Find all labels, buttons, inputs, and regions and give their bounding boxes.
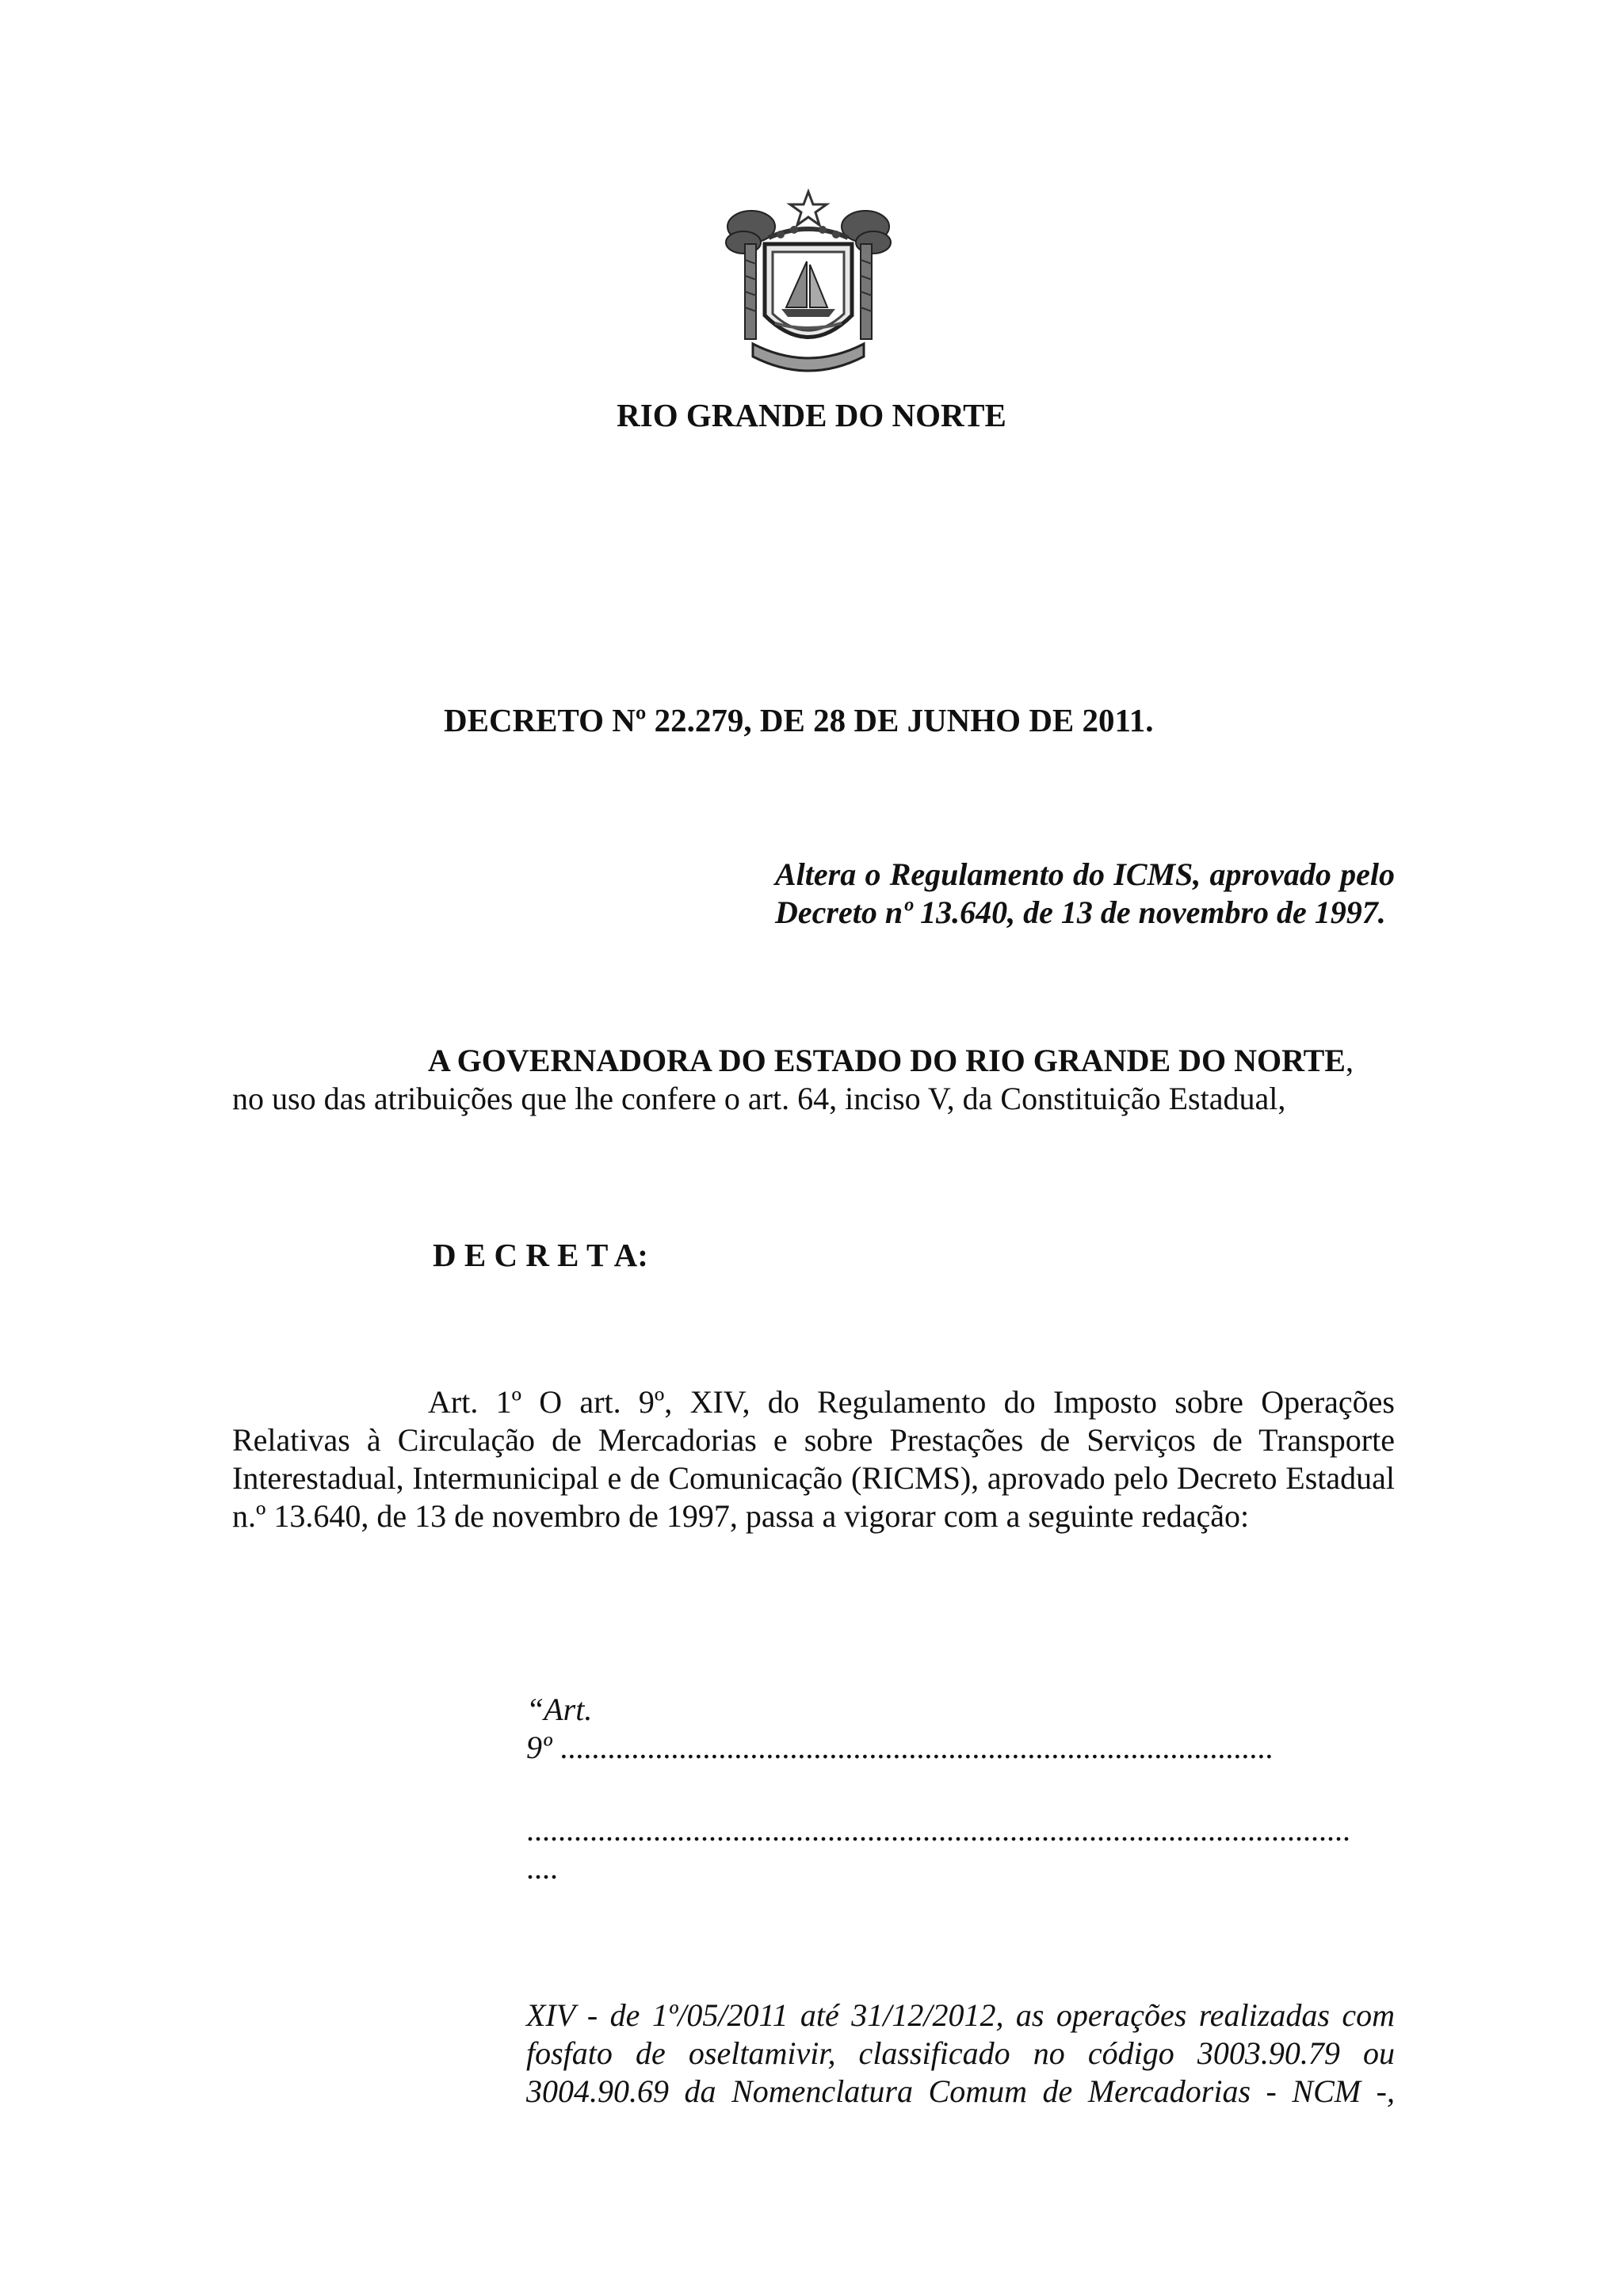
authority-clause: no uso das atribuições que lhe confere o art. 64, inciso V, da Constituição Estadual, [232, 1081, 1286, 1116]
state-name-heading: RIO GRANDE DO NORTE [617, 397, 1006, 433]
authority-paragraph [232, 1042, 1395, 1118]
omission-dots-line: ........................................................................................................ [526, 1812, 1350, 1848]
authority-name: A GOVERNADORA DO ESTADO DO RIO GRANDE DO NORTE [428, 1043, 1346, 1078]
item-xiv-paragraph: XIV - de 1º/05/2011 até 31/12/2012, as operações realizadas com fosfato de oseltamivir, classificado no código 3003.90.79 ou 3004.90.69 da Nomenclatura Comum de Mercadorias - NCM -, [526, 1997, 1395, 2109]
decree-title: DECRETO Nº 22.279, DE 28 DE JUNHO DE 2011. [444, 702, 1154, 738]
omission-dots-continued: .... [526, 1850, 558, 1886]
decreta-heading: D E C R E T A: [433, 1237, 648, 1273]
quoted-article-number [526, 1729, 1395, 1767]
article-1-paragraph: Art. 1º O art. 9º, XIV, do Regulamento do Imposto sobre Operações Relativas à Circulação de Mercadorias e sobre Prestações de Serviços de Transporte Interestadual, Intermunicipal e de Comunicação (RICMS), aprovado pelo Decreto Estadual n.º 13.640, de 13 de novembro de 1997, passa a vigorar com a seguinte redação: [232, 1384, 1395, 1534]
quoted-article-label: 9º [526, 1730, 552, 1765]
coat-of-arms-icon [721, 189, 896, 377]
quoted-article-dots: .......................................................................................... [552, 1730, 1274, 1765]
decree-summary: Altera o Regulamento do ICMS, aprovado pelo Decreto nº 13.640, de 13 de novembro de 1997. [775, 856, 1395, 930]
quoted-article-heading: “Art. [526, 1691, 593, 1727]
authority-comma: , [1345, 1043, 1354, 1078]
